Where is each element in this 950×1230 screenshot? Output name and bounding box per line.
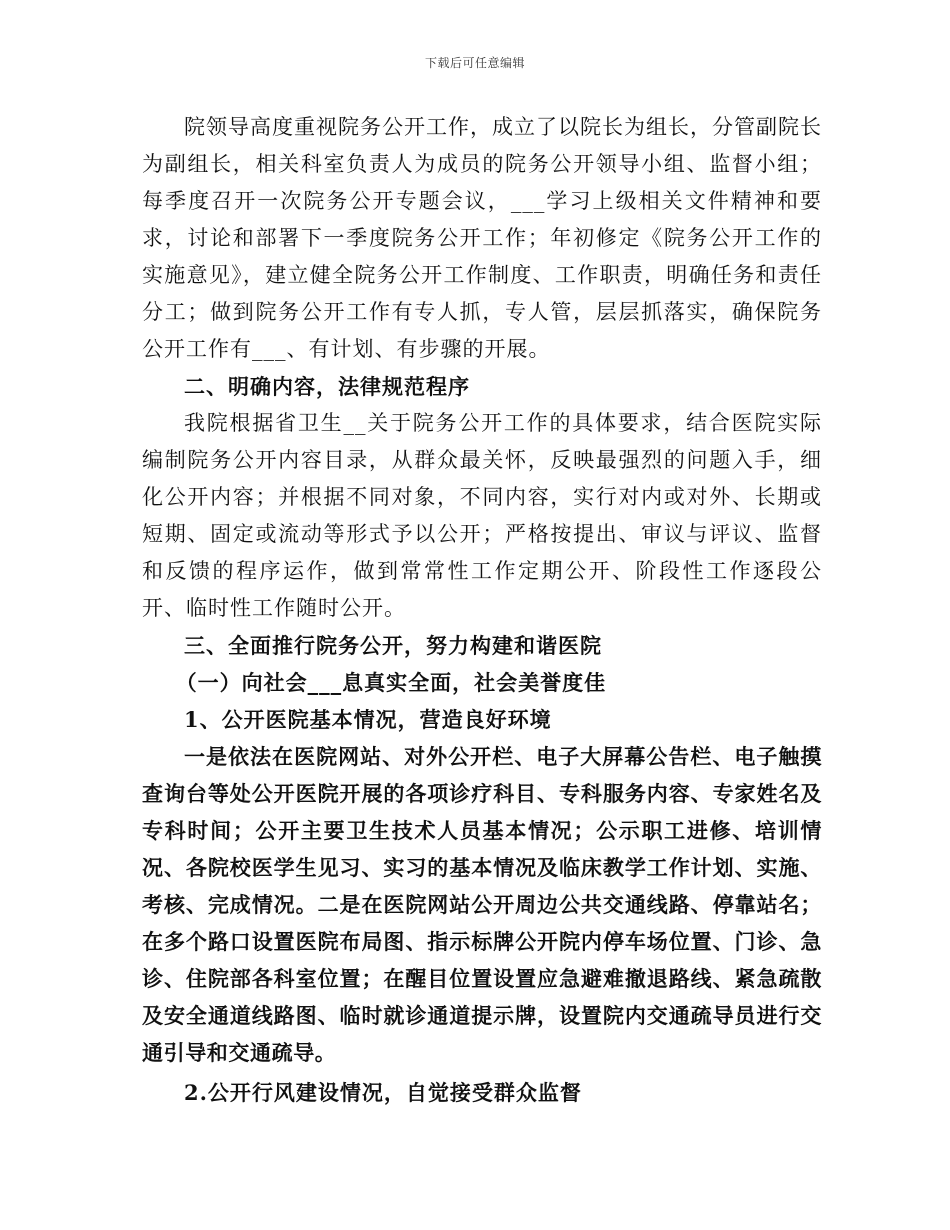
item-heading-1: 1、公开医院基本情况，营造良好环境 [184, 707, 552, 732]
section-heading-3: 三、全面推行院务公开，努力构建和谐医院 [184, 633, 602, 658]
paragraph-content-scope: 我院根据省卫生__关于院务公开工作的具体要求，结合医院实际编制院务公开内容目录，从群众最关怀，反映最强烈的问题入手，细化公开内容；并根据不同对象，不同内容，实行对内或对外、长期或短期、固定或流动等形式予以公开；严格按提出、审议与评议、监督和反馈的程序运作，做到常常性工作定期公开、阶段性工作逐段公开、临时性工作随时公开。 [142, 411, 822, 620]
document-body [142, 109, 822, 1111]
paragraph-basic-info: 一是依法在医院网站、对外公开栏、电子大屏幕公告栏、电子触摸查询台等处公开医院开展的各项诊疗科目、专科服务内容、专家姓名及专科时间；公开主要卫生技术人员基本情况；公示职工进修、培训情况、各院校医学生见习、实习的基本情况及临床教学工作计划、实施、考核、完成情况。二是在医院网站公开周边公共交通线路、停靠站名；在多个路口设置医院布局图、指示标牌公开院内停车场位置、门诊、急诊、住院部各科室位置；在醒目位置设置应急避难撤退路线、紧急疏散及安全通道线路图、临时就诊通道提示牌，设置院内交通疏导员进行交通引导和交通疏导。 [142, 744, 822, 1065]
header-note: 下载后可任意编辑 [424, 56, 525, 70]
section-heading-2: 二、明确内容，法律规范程序 [184, 374, 470, 399]
item-heading-2: 2.公开行风建设情况，自觉接受群众监督 [184, 1080, 582, 1105]
paragraph-leadership: 院领导高度重视院务公开工作，成立了以院长为组长，分管副院长为副组长，相关科室负责人为成员的院务公开领导小组、监督小组；每季度召开一次院务公开专题会议，___学习上级相关文件精神和要求，讨论和部署下一季度院务公开工作；年初修定《院务公开工作的实施意见》，建立健全院务公开工作制度、工作职责，明确任务和责任分工；做到院务公开工作有专人抓，专人管，层层抓落实，确保院务公开工作有___、有计划、有步骤的开展。 [142, 115, 822, 361]
subsection-heading-1: （一）向社会___息真实全面，社会美誉度佳 [175, 670, 607, 695]
